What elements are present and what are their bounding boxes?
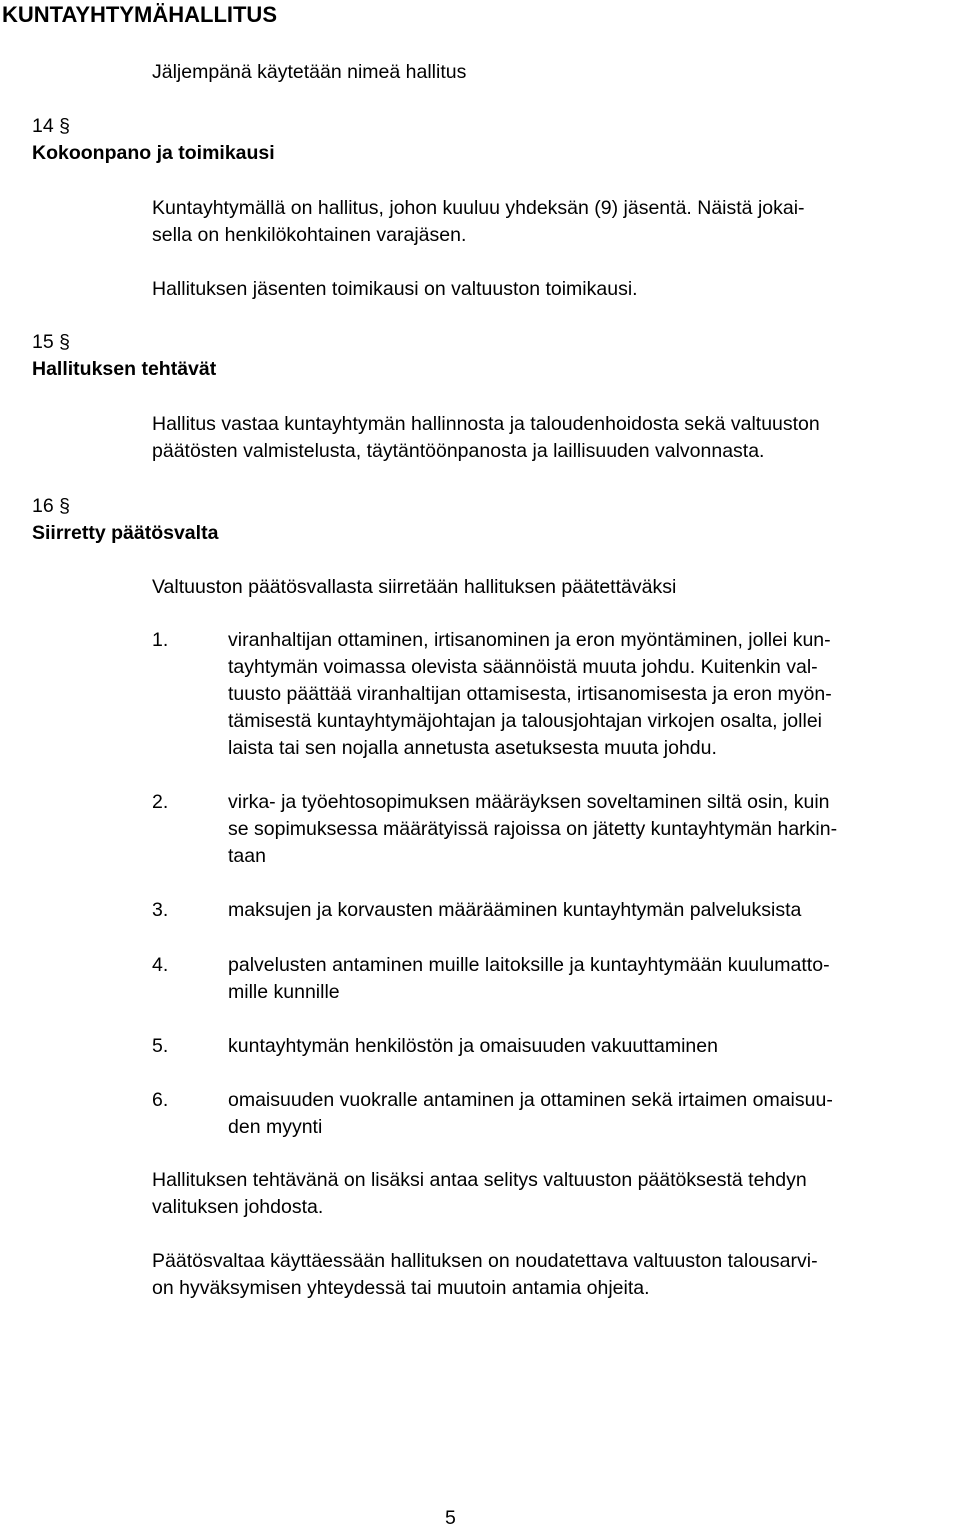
section-15-p1-line2: päätösten valmistelusta, täytäntöönpanosta ja laillisuuden valvonnasta. bbox=[152, 440, 765, 462]
section-14-p1-line2: sella on henkilökohtainen varajäsen. bbox=[152, 224, 467, 246]
section-14-p1-line1: Kuntayhtymällä on hallitus, johon kuuluu yhdeksän (9) jäsentä. Näistä jokai- bbox=[152, 197, 805, 219]
list-item-line: maksujen ja korvausten määrääminen kuntayhtymän palveluksista bbox=[228, 899, 802, 921]
section-16-number: 16 § bbox=[32, 495, 70, 517]
closing-p2-line2: on hyväksymisen yhteydessä tai muutoin antamia ohjeita. bbox=[152, 1277, 650, 1299]
list-item-number: 2. bbox=[152, 791, 169, 813]
closing-p2-line1: Päätösvaltaa käyttäessään hallituksen on noudatettava valtuuston talousarvi- bbox=[152, 1250, 818, 1272]
page-number: 5 bbox=[445, 1507, 456, 1529]
list-item-line: tämisestä kuntayhtymäjohtajan ja talousjohtajan virkojen osalta, jollei bbox=[228, 710, 822, 732]
section-14-p2-line1: Hallituksen jäsenten toimikausi on valtuuston toimikausi. bbox=[152, 278, 638, 300]
list-item-line: den myynti bbox=[228, 1116, 323, 1138]
list-item-line: se sopimuksessa määrätyissä rajoissa on jätetty kuntayhtymän harkin- bbox=[228, 818, 838, 840]
closing-p1-line1: Hallituksen tehtävänä on lisäksi antaa selitys valtuuston päätöksestä tehdyn bbox=[152, 1169, 807, 1191]
list-item-number: 1. bbox=[152, 629, 169, 651]
list-item-line: laista tai sen nojalla annetusta asetuksesta muuta johdu. bbox=[228, 737, 717, 759]
section-15-p1-line1: Hallitus vastaa kuntayhtymän hallinnosta ja taloudenhoidosta sekä valtuuston bbox=[152, 413, 820, 435]
list-item-line: tuusto päättää viranhaltijan ottamisesta, irtisanomisesta ja eron myön- bbox=[228, 683, 832, 705]
list-item-number: 5. bbox=[152, 1035, 169, 1057]
intro-text: Jäljempänä käytetään nimeä hallitus bbox=[152, 61, 467, 83]
list-item-number: 6. bbox=[152, 1089, 169, 1111]
list-item-number: 3. bbox=[152, 899, 169, 921]
section-16-intro: Valtuuston päätösvallasta siirretään hallituksen päätettäväksi bbox=[152, 576, 677, 598]
section-15-title: Hallituksen tehtävät bbox=[32, 358, 217, 380]
list-item-line: kuntayhtymän henkilöstön ja omaisuuden vakuuttaminen bbox=[228, 1035, 718, 1057]
list-item-line: tayhtymän voimassa olevista säännöistä muuta johdu. Kuitenkin val- bbox=[228, 656, 818, 678]
section-15-number: 15 § bbox=[32, 331, 70, 353]
list-item-line: mille kunnille bbox=[228, 981, 340, 1003]
document-title: KUNTAYHTYMÄHALLITUS bbox=[2, 2, 277, 27]
list-item-line: taan bbox=[228, 845, 266, 867]
list-item-line: omaisuuden vuokralle antaminen ja ottaminen sekä irtaimen omaisuu- bbox=[228, 1089, 833, 1111]
list-item-number: 4. bbox=[152, 954, 169, 976]
list-item-line: palvelusten antaminen muille laitoksille ja kuntayhtymään kuulumatto- bbox=[228, 954, 830, 976]
section-14-title: Kokoonpano ja toimikausi bbox=[32, 142, 275, 164]
closing-p1-line2: valituksen johdosta. bbox=[152, 1196, 324, 1218]
section-16-title: Siirretty päätösvalta bbox=[32, 522, 219, 544]
list-item-line: viranhaltijan ottaminen, irtisanominen ja eron myöntäminen, jollei kun- bbox=[228, 629, 831, 651]
section-14-number: 14 § bbox=[32, 115, 70, 137]
list-item-line: virka- ja työehtosopimuksen määräyksen soveltaminen siltä osin, kuin bbox=[228, 791, 830, 813]
